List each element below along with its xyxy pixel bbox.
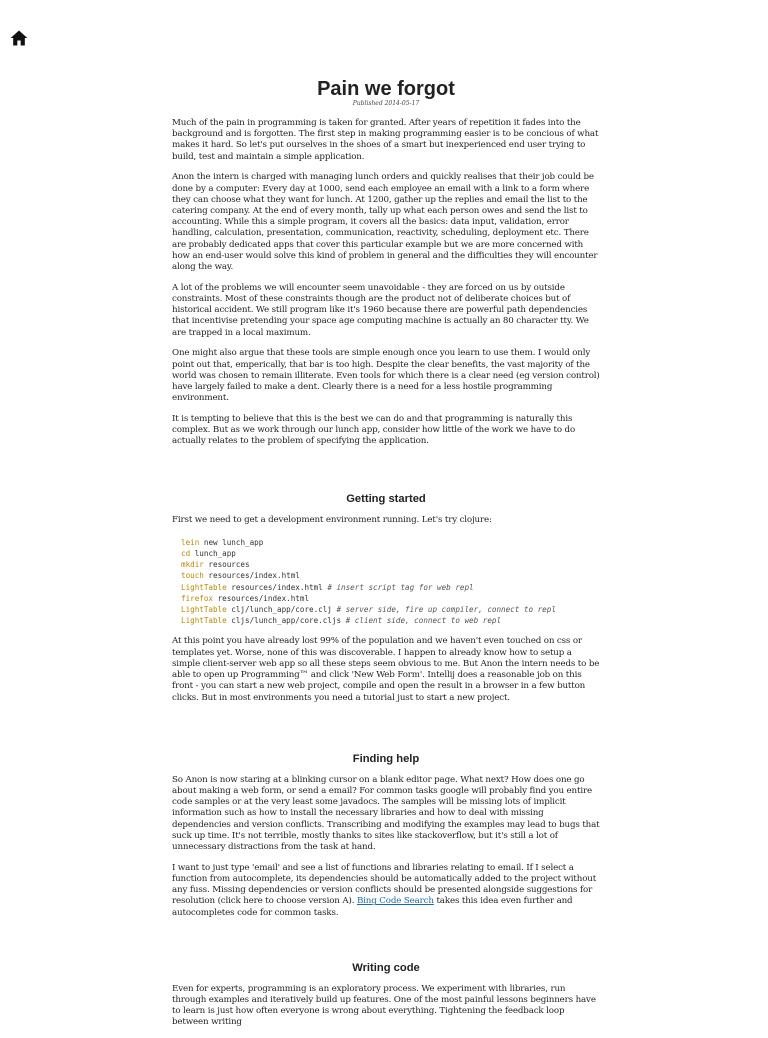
intro-paragraph: A lot of the problems we will encounter seem unavoidable - they are forced on us by outside constraints. Most of these constraints though are the product not of deliberate choices but of historical accident. We still program like it's 1960 because there are powerful path dependencies that incentivise pretending your space age computing machine is actually an 80 character tty. We are trapped in a local maximum.: [172, 282, 589, 338]
section-heading-writing-code: Writing code: [352, 961, 420, 974]
page-title: Pain we forgot: [317, 78, 455, 100]
section-heading-getting-started: Getting started: [346, 492, 426, 505]
intro-paragraph: It is tempting to believe that this is the best we can do and that programming is naturally this complex. But as we work through our lunch app, consider how little of the work we have to do actually relates to the problem of specifying the application.: [172, 414, 576, 447]
code-line: LightTable cljs/lunch_app/core.cljs # client side, connect to web repl: [181, 616, 502, 626]
home-link[interactable]: [9, 28, 29, 48]
writing-code-paragraph: Even for experts, programming is an exploratory process. We experiment with libraries, run through examples and iteratively build up features. One of the most painful lessons beginners have to learn is just how often everyone is wrong about everything. Tightening the feedback loop between writing: [172, 983, 596, 1028]
code-line: firefox resources/index.html: [181, 593, 310, 603]
intro-paragraph: Anon the intern is charged with managing lunch orders and quickly realises that their job could be done by a computer: Every day at 1000, send each employee an email with a link to a form where they can choose what they want for lunch. At 1200, gather up the replies and email the list to the catering company. At the end of every month, tally up what each person owes and send the list to accounting. While this a simple program, it covers all the basics: data input, validation, error handling, calculation, presentation, communication, reactivity, scheduling, deployment etc. There are probably dedicated apps that cover this particular example but we are more concerned with how an end-user would solve this kind of problem in general and the difficulties they will encounter along the way.: [172, 172, 598, 273]
code-block: [181, 537, 600, 627]
code-line: cd lunch_app: [181, 549, 236, 559]
published-date: Published 2014-05-17: [352, 100, 420, 107]
home-icon: [9, 28, 29, 48]
code-line: LightTable resources/index.html # insert script tag for web repl: [181, 582, 474, 592]
code-line: LightTable clj/lunch_app/core.clj # server side, fire up compiler, connect to repl: [181, 605, 556, 615]
bing-code-search-link[interactable]: Bing Code Search: [356, 896, 434, 907]
finding-help-paragraph: I want to just type 'email' and see a list of functions and libraries relating to email. If I select a function from autocomplete, its dependencies should be automatically added to the project without any fuss. Missing dependencies or version conflicts should be presented alongside suggestions for resolution (click here to choose version A). Bing Code Search takes this idea even further and autocompletes code for common tasks.: [172, 862, 597, 918]
intro-paragraph: One might also argue that these tools are simple enough once you learn to use them. I would only point out that, emperically, that bar is too high. Despite the clear benefits, the vast majority of the world was chosen to remain illiterate. Even tools for which there is a clear need (eg version control) have largely failed to make a dent. Clearly there is a need for a less hostile programming environment.: [172, 348, 600, 404]
code-line: touch resources/index.html: [181, 571, 300, 581]
code-line: mkdir resources: [181, 560, 250, 570]
code-line: lein new lunch_app: [181, 537, 264, 547]
section-heading-finding-help: Finding help: [352, 752, 420, 765]
getting-started-lead: First we need to get a development environment running. Let's try clojure:: [172, 514, 492, 525]
finding-help-paragraph: So Anon is now staring at a blinking cursor on a blank editor page. What next? How does one go about making a web form, or send a email? For common tasks google will probably find you entire code samples or at the very least some javadocs. The samples will be missing lots of implicit information such as how to install the necessary libraries and how to deal with missing dependencies and version conflicts. Transcribing and modifying the examples may lead to bugs that suck up time. It's not terrible, mostly thanks to sites like stackoverflow, but it's still a lot of unnecessary distractions from the task at hand.: [172, 774, 600, 852]
getting-started-paragraph: At this point you have already lost 99% of the population and we haven't even touched on css or templates yet. Worse, none of this was discoverable. I happen to already know how to setup a simple client-server web app so all these steps seem obvious to me. But Anon the intern needs to be able to open up Programming™ and click 'New Web Form'. Intellij does a reasonable job on this front - you can start a new web project, compile and open the result in a browser in a few button clicks. But in most environments you need a tutorial just to start a new project.: [172, 636, 600, 703]
intro-paragraph: Much of the pain in programming is taken for granted. After years of repetition it fades into the background and is forgotten. The first step in making programming easier is to be concious of what makes it hard. So let's put ourselves in the shoes of a smart but inexperienced end user trying to build, test and maintain a simple application.: [172, 118, 599, 162]
article: [172, 78, 600, 1038]
